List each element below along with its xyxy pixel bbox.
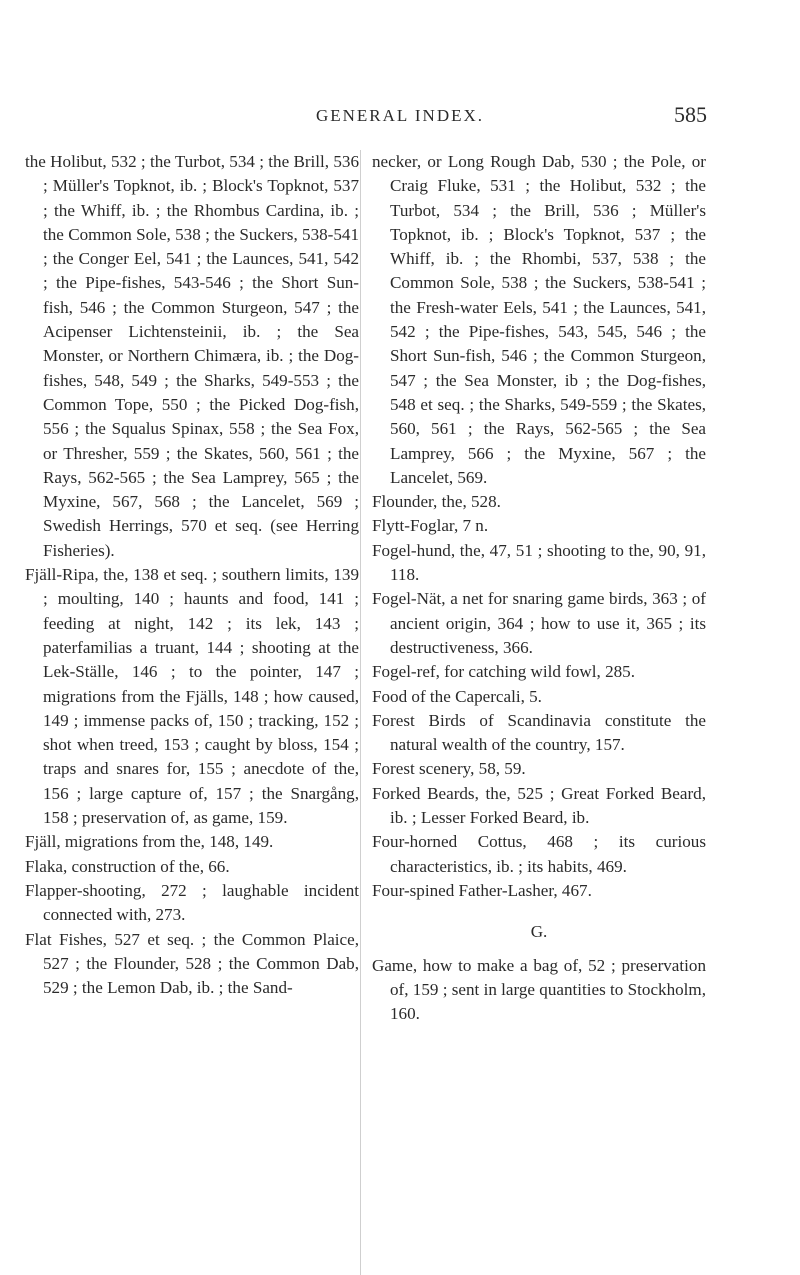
running-head [0,102,800,132]
section-letter: G. [530,922,548,942]
index-entry: Forest scenery, 58, 59. [372,759,526,779]
index-entry: Four-spined Father-Lasher, 467. [372,880,592,900]
index-entry: Flapper-shooting, 272 ; laughable incident connected with, 273. [25,880,359,925]
running-title: GENERAL INDEX. [315,106,485,125]
index-entry: Flaka, construction of the, 66. [25,856,230,876]
right-column [372,150,706,1026]
index-entry: Fjäll-Ripa, the, 138 et seq. ; southern limits, 139 ; moulting, 140 ; haunts and food, 141 ; feeding at night, 142 ; its lek, 143 ; paterfamilias a truant, 144 ; shooting at the Lek-Ställe, 146 ; to the pointer, 147 ; migrations from the Fjälls, 148 ; how caused, 149 ; immense packs of, 150 ; tracking, 152 ; shot when treed, 153 ; caught by bloss, 154 ; traps and snares for, 155 ; anecdote of the, 156 ; large capture of, 157 ; the Snargång, 158 ; preservation of, as game, 159. [25,565,359,828]
index-entry: Forked Beards, the, 525 ; Great Forked Beard, ib. ; Lesser Forked Beard, ib. [372,783,706,828]
index-entry: Forest Birds of Scandinavia constitute the natural wealth of the country, 157. [372,710,706,755]
index-entry: Fogel-Nät, a net for snaring game birds, 363 ; of ancient origin, 364 ; how to use it, 365 ; its destructiveness, 366. [372,589,706,657]
index-entry: Fjäll, migrations from the, 148, 149. [25,832,274,852]
index-entry: Fogel-ref, for catching wild fowl, 285. [372,662,635,682]
index-entry: Flat Fishes, 527 et seq. ; the Common Plaice, 527 ; the Flounder, 528 ; the Common Dab, 529 ; the Lemon Dab, ib. ; the Sand- [25,929,359,998]
index-entry: the Holibut, 532 ; the Turbot, 534 ; the Brill, 536 ; Müller's Topknot, ib. ; Block's Topknot, 537 ; the Whiff, ib. ; the Rhombus Cardina, ib. ; the Common Sole, 538 ; the Suckers, 538-541 ; the Conger Eel, 541 ; the Launces, 541, 542 ; the Pipe-fishes, 543-546 ; the Short Sun-fish, 546 ; the Common Sturgeon, 547 ; the Acipenser Lichtensteinii, ib. ; the Sea Monster, or Northern Chimæra, ib. ; the Dog-fishes, 548, 549 ; the Sharks, 549-553 ; the Common Tope, 550 ; the Picked Dog-fish, 556 ; the Squalus Spinax, 558 ; the Sea Fox, or Thresher, 559 ; the Skates, 560, 561 ; the Rays, 562-565 ; the Sea Lamprey, 565 ; the Myxine, 567, 568 ; the Lancelet, 569 ; Swedish Herrings, 570 et seq. (see Herring Fisheries). [25,152,359,560]
index-entry: Four-horned Cottus, 468 ; its curious characteristics, ib. ; its habits, 469. [372,832,706,876]
index-entry: Fogel-hund, the, 47, 51 ; shooting to the, 90, 91, 118. [372,540,706,585]
index-entry: Game, how to make a bag of, 52 ; preservation of, 159 ; sent in large quantities to Stockholm, 160. [372,955,706,1024]
page-number: 585 [674,102,707,127]
index-entry: Flounder, the, 528. [372,492,501,512]
index-entry: Flytt-Foglar, 7 n. [372,516,489,536]
index-entry: necker, or Long Rough Dab, 530 ; the Pole, or Craig Fluke, 531 ; the Holibut, 532 ; the Turbot, 534 ; the Brill, 536 ; Müller's Topknot, ib. ; Block's Topknot, 537 ; the Whiff, ib. ; the Rhombi, 537, 538 ; the Common Sole, 538 ; the Suckers, 538-541 ; the Fresh-water Eels, 541 ; the Launces, 541, 542 ; the Pipe-fishes, 543, 545, 546 ; the Short Sun-fish, 546 ; the Common Sturgeon, 547 ; the Sea Monster, ib ; the Dog-fishes, 548 et seq. ; the Sharks, 549-559 ; the Skates, 560, 561 ; the Rays, 562-565 ; the Sea Lamprey, 566 ; the Myxine, 567 ; the Lancelet, 569. [372,152,706,487]
column-divider [360,150,361,1275]
left-column [25,150,359,1000]
index-entry: Food of the Capercali, 5. [372,686,542,706]
